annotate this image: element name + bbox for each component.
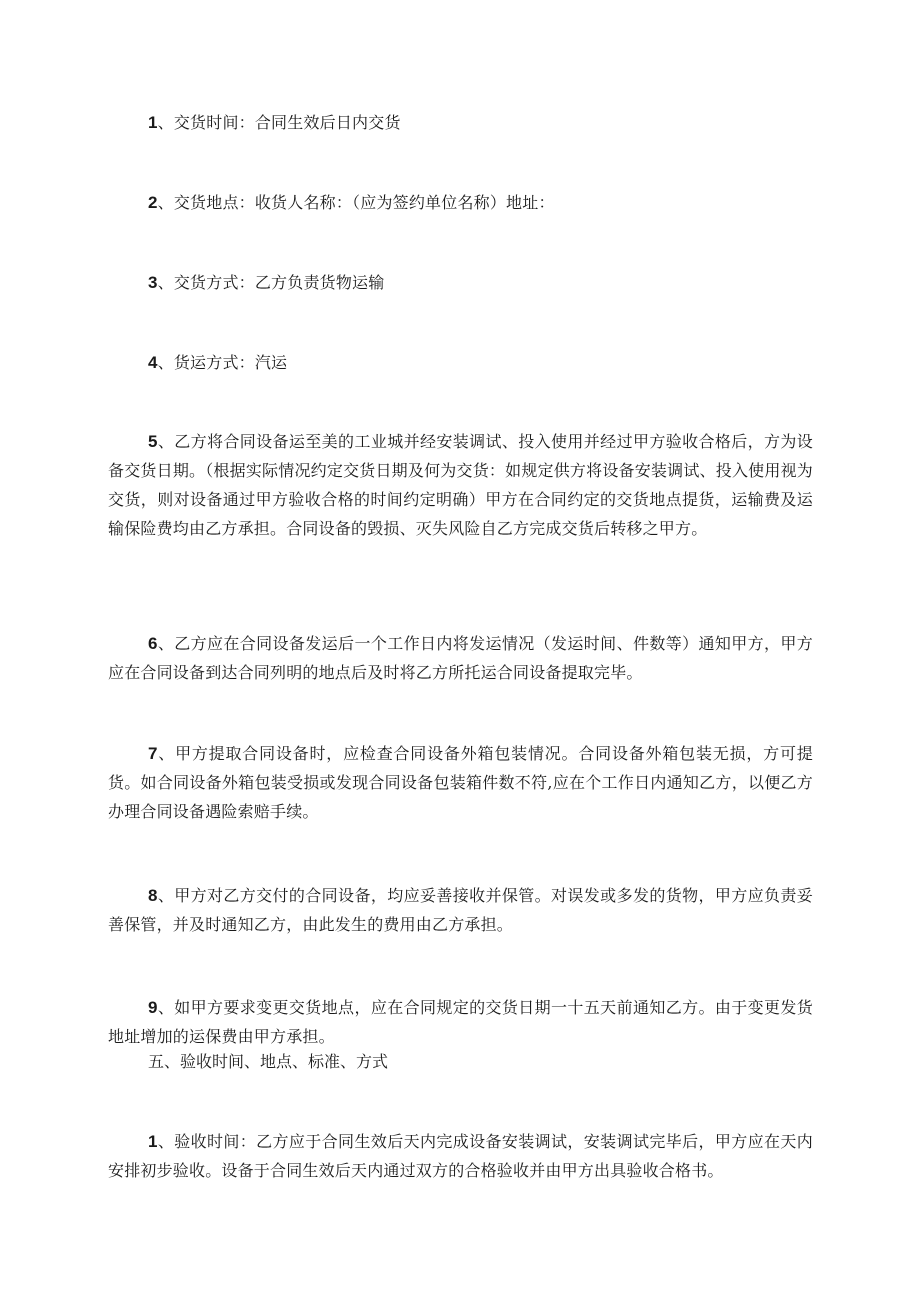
clause-number: 1 <box>148 113 158 132</box>
clause-number: 2 <box>148 193 158 212</box>
clause-text: 、交货地点：收货人名称：（应为签约单位名称）地址： <box>157 193 555 212</box>
clause-1-delivery-time <box>108 108 813 137</box>
clause-number: 1 <box>148 1132 158 1151</box>
clause-6-shipping-notice <box>108 629 813 687</box>
clause-number: 4 <box>148 353 158 372</box>
clause-text: 、交货时间：合同生效后日内交货 <box>157 113 401 132</box>
clause-text: 、乙方将合同设备运至美的工业城并经安装调试、投入使用并经过甲方验收合格后，方为设备交货日期。（根据实际情况约定交货日期及何为交货：如规定供方将设备安装调试、投入使用视为交货，则对设备通过甲方验收合格的时间约定明确）甲方在合同约定的交货地点提货，运输费及运输保险费均由乙方承担。合同设备的毁损、灭失风险自乙方完成交货后转移之甲方。 <box>108 432 813 538</box>
clause-number: 3 <box>148 273 158 292</box>
clause-text: 、甲方对乙方交付的合同设备，均应妥善接收并保管。对误发或多发的货物，甲方应负责妥善保管，并及时通知乙方，由此发生的费用由乙方承担。 <box>108 886 813 934</box>
clause-5-delivery-date <box>108 427 813 543</box>
clause-4-freight-method <box>108 348 813 377</box>
clause-9-change-location <box>108 993 813 1051</box>
clause-text: 、货运方式：汽运 <box>157 353 288 372</box>
clause-number: 7 <box>148 744 158 763</box>
clause-text: 、验收时间：乙方应于合同生效后天内完成设备安装调试，安装调试完毕后，甲方应在天内安排初步验收。设备于合同生效后天内通过双方的合格验收并由甲方出具验收合格书。 <box>108 1132 813 1180</box>
clause-number: 9 <box>148 998 158 1017</box>
clause-text: 、如甲方要求变更交货地点，应在合同规定的交货日期一十五天前通知乙方。由于变更发货地址增加的运保费由甲方承担。 <box>108 998 813 1046</box>
section-heading: 五、验收时间、地点、标准、方式 <box>148 1052 389 1071</box>
clause-text: 、乙方应在合同设备发运后一个工作日内将发运情况（发运时间、件数等）通知甲方，甲方应在合同设备到达合同列明的地点后及时将乙方所托运合同设备提取完毕。 <box>108 634 813 682</box>
clause-7-inspection <box>108 739 813 826</box>
clause-number: 6 <box>148 634 158 653</box>
clause-3-delivery-method <box>108 268 813 297</box>
clause-text: 、甲方提取合同设备时，应检查合同设备外箱包装情况。合同设备外箱包装无损，方可提货。如合同设备外箱包装受损或发现合同设备包装箱件数不符,应在个工作日内通知乙方，以便乙方办理合同设备遇险索赔手续。 <box>108 744 813 821</box>
clause-text: 、交货方式：乙方负责货物运输 <box>157 273 385 292</box>
clause-number: 8 <box>148 886 158 905</box>
acceptance-clause-1 <box>108 1127 813 1185</box>
clause-8-custody <box>108 881 813 939</box>
clause-2-delivery-location <box>108 188 813 217</box>
clause-number: 5 <box>148 432 158 451</box>
